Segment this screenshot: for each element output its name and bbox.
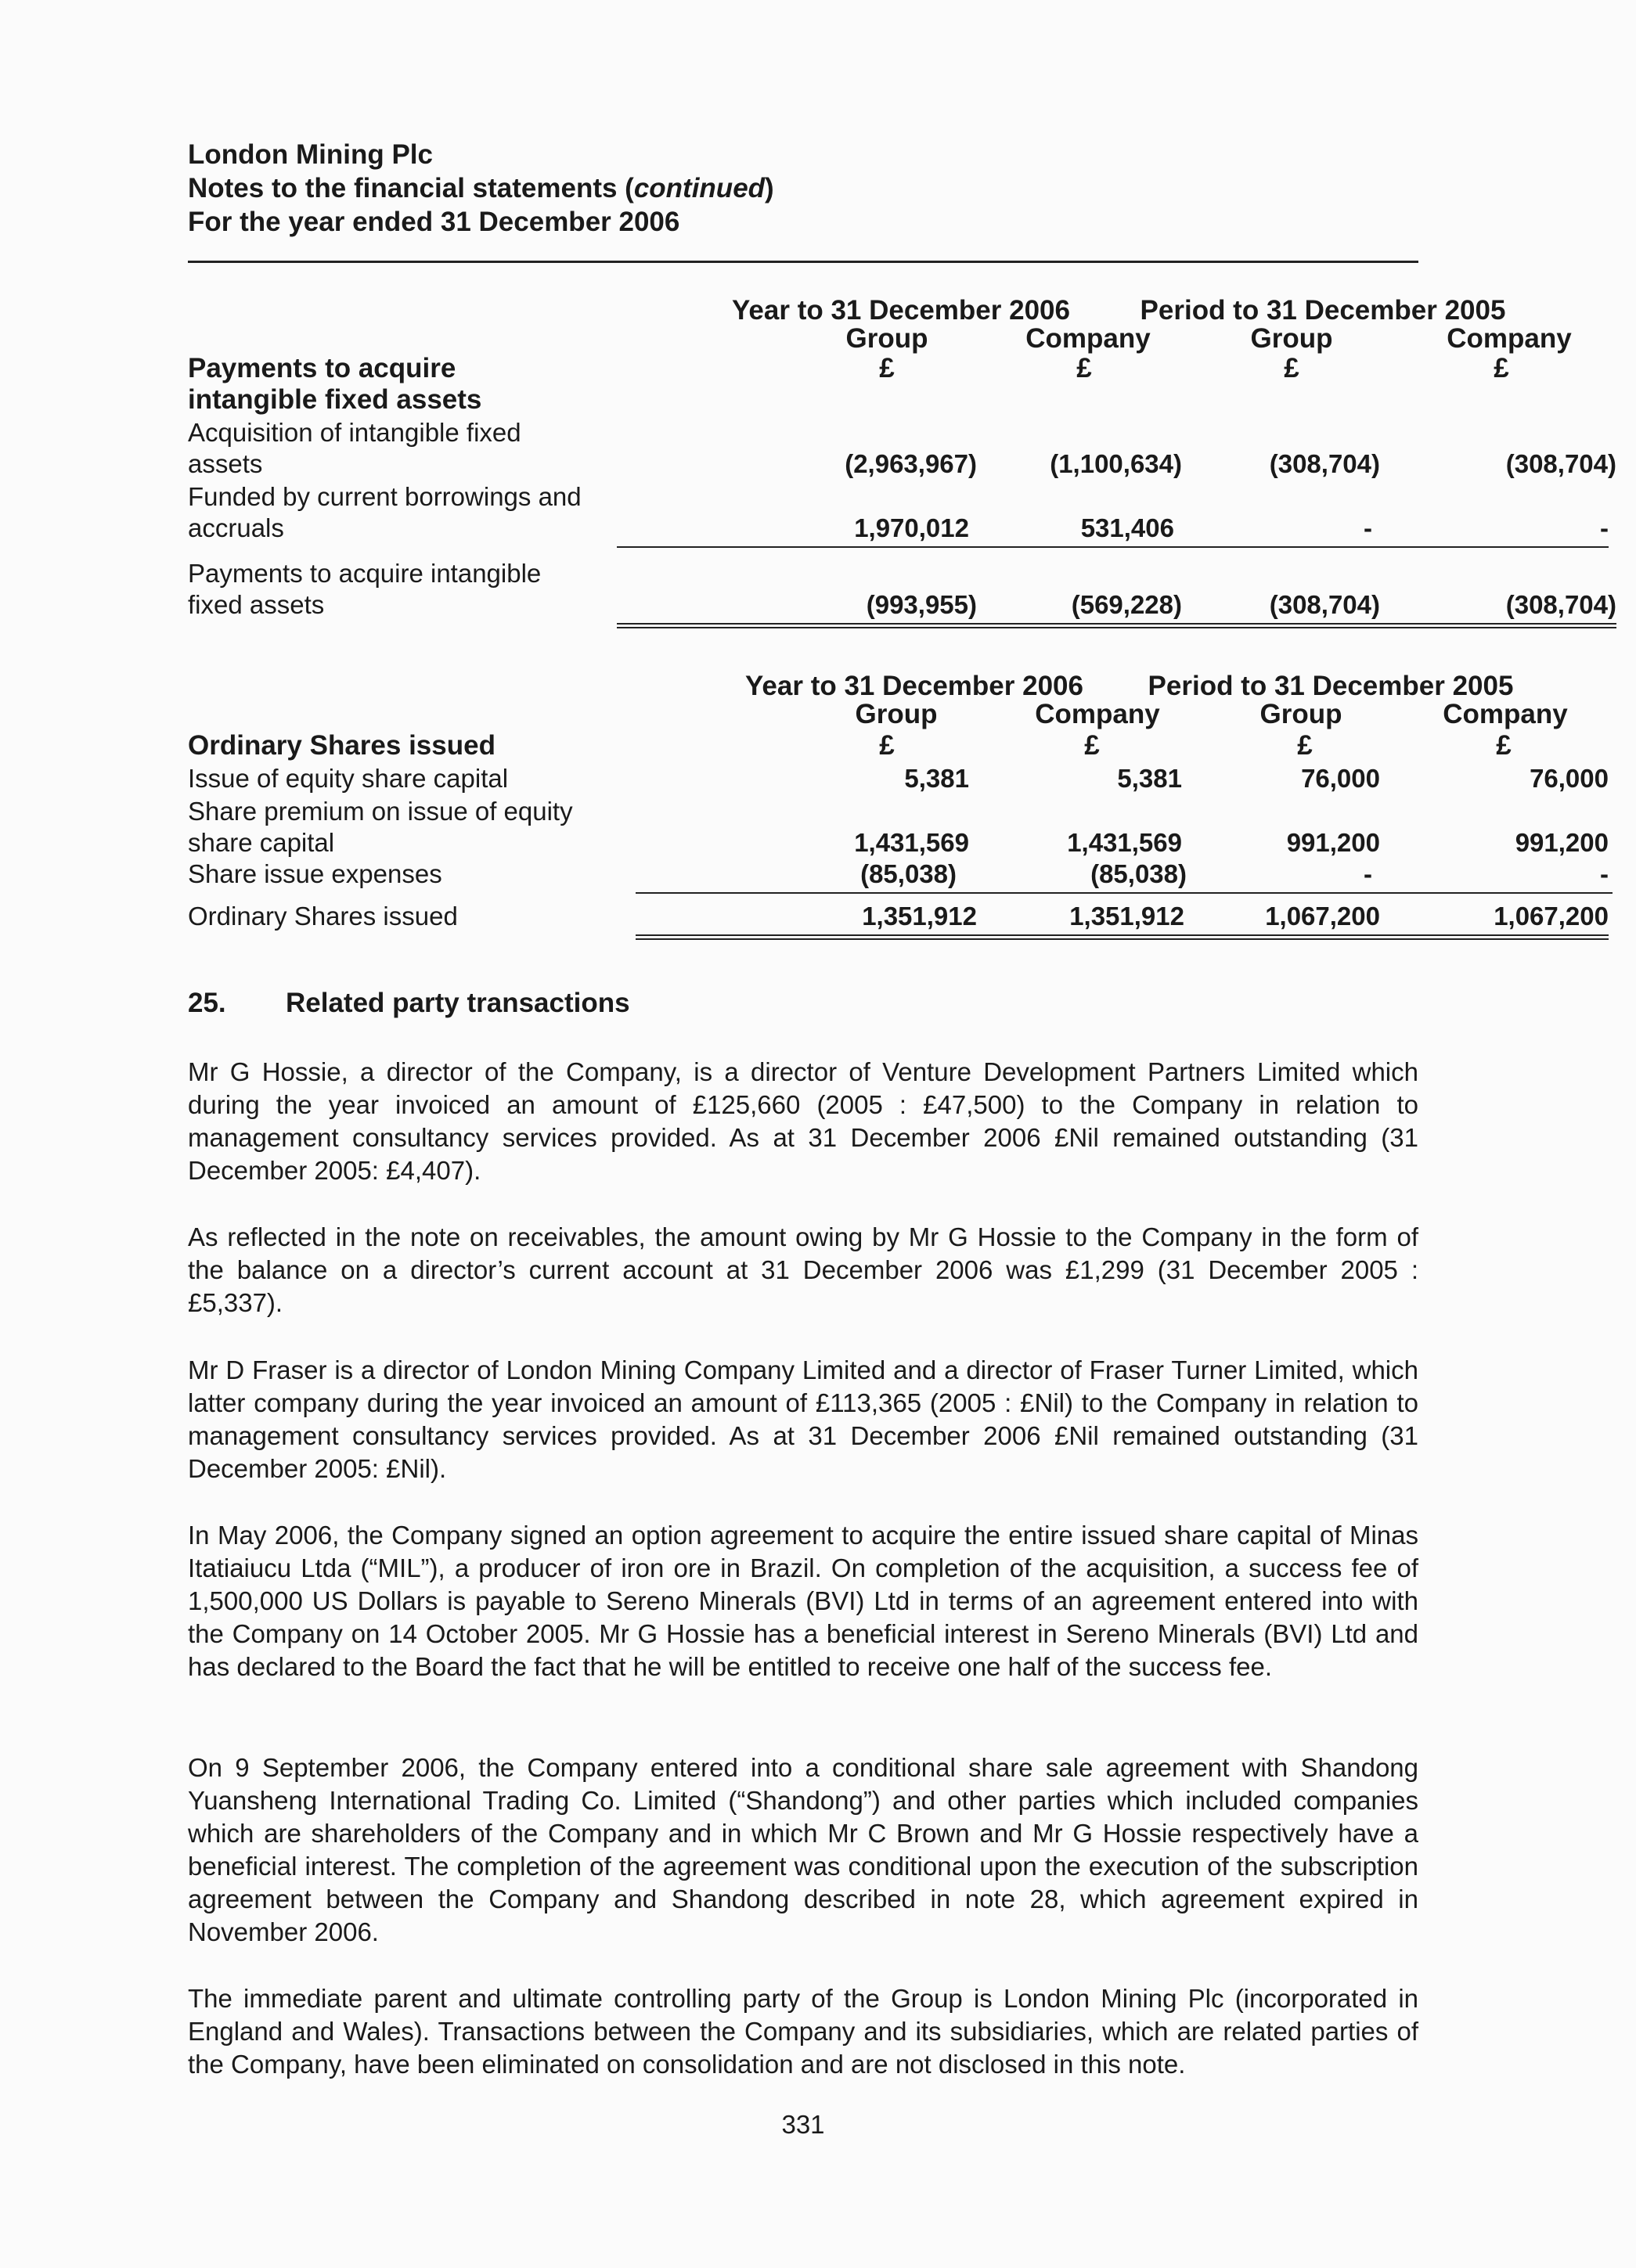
table-row: Acquisition of intangible fixed [188,418,521,447]
paragraph-1: Mr G Hossie, a director of the Company, is a director of Venture Development Partners Limited which during the year invoiced an amount of £125,660 (2005 : £47,500) to the Company in relation to management consultancy services provided. As at 31 December 2006 £Nil remained outstanding (31 December 2005: £4,407). [188,1057,1418,1185]
col-company-2005: Company [1443,699,1568,729]
table-row: Funded by current borrowings and [188,482,582,511]
paragraph-5: On 9 September 2006, the Company entered into a conditional share sale agreement with Shandong Yuansheng International Trading Co. Limited (“Shandong”) and other parties which included companies which are shareholders of the Company and in which Mr C Brown and Mr G Hossie respectively have a beneficial interest. The completion of the agreement was conditional upon the execution of the subscription agreement between the Company and Shandong described in note 28, which agreement expired in November 2006. [188,1753,1418,1946]
table-row: share capital 1,431,569 1,431,569 991,200 991,200 [188,828,1609,857]
paragraph-6: The immediate parent and ultimate controlling party of the Group is London Mining Plc (incorporated in England and Wales). Transactions between the Company and its subsidiaries, which are related parties of the Company, have been eliminated on consolidation and are not disclosed in this note. [188,1984,1418,2079]
col-company-2005: Company [1447,323,1572,354]
currency-col4: £ [1496,730,1512,761]
col-company-2006: Company [1025,323,1151,354]
header-year-2006: Year to 31 December 2006 [745,671,1083,701]
paragraph-3: Mr D Fraser is a director of London Mining Company Limited and a director of Fraser Turner Limited, which latter company during the year invoiced an amount of £113,365 (2005 : £Nil) to the Company in relation to management consultancy services provided. As at 31 December 2006 £Nil remained outstanding (31 December 2005: £Nil). [188,1355,1418,1483]
table-row: Ordinary Shares issued 1,351,912 1,351,912 1,067,200 1,067,200 [188,902,1609,931]
page-number: 331 [781,2110,825,2139]
total-double-rule [1284,623,1616,628]
table-row: accruals 1,970,012 531,406 - - [188,513,1609,542]
table-row: Issue of equity share capital 5,381 5,381 76,000 76,000 [188,764,1609,793]
table-row: Payments to acquire intangible [188,559,542,588]
col-group-2005: Group [1250,323,1333,354]
table-row: Share issue expenses (85,038) (85,038) - - [188,859,1609,888]
table-title: Ordinary Shares issued [188,730,495,761]
subtotal-rule [1288,546,1609,548]
header-period-2005: Period to 31 December 2005 [1148,671,1514,701]
col-group-2006: Group [855,699,938,729]
company-name: London Mining Plc [188,139,434,170]
header-period-2005: Period to 31 December 2005 [1140,295,1506,326]
table-title: Payments to acquire [188,353,456,383]
subtotal-rule [1268,892,1613,894]
section-title: Related party transactions [286,988,630,1018]
paragraph-4: In May 2006, the Company signed an option agreement to acquire the entire issued share capital of Minas Itatiaiucu Ltda (“MIL”), a producer of iron ore in Brazil. On completion of the acquisition, a success fee of 1,500,000 US Dollars is payable to Sereno Minerals (BVI) Ltd in terms of an agreement entered into with the Company on 14 October 2005. Mr G Hossie has a beneficial interest in Sereno Minerals (BVI) Ltd and has declared to the Board the fact that he will be entitled to receive one half of the success fee. [188,1521,1418,1681]
currency-col3: £ [1297,730,1313,761]
notes-title: Notes to the financial statements (continued) [188,173,774,203]
header-year-2006: Year to 31 December 2006 [732,295,1070,326]
header-rule [188,261,1418,263]
total-double-rule [1267,934,1609,940]
currency-col4: £ [1494,353,1509,383]
col-group-2005: Group [1259,699,1342,729]
col-group-2006: Group [845,323,928,354]
currency-col2: £ [1084,730,1100,761]
col-company-2006: Company [1035,699,1160,729]
table-title-line2: intangible fixed assets [188,384,482,415]
paragraph-2: As reflected in the note on receivables, the amount owing by Mr G Hossie to the Company in the form of the balance on a director’s current account at 31 December 2006 was £1,299 (31 December 2005 : £5,337). [188,1222,1418,1317]
period-title: For the year ended 31 December 2006 [188,207,680,237]
table-row: assets (2,963,967) (1,100,634) (308,704) (308,704) [188,449,1616,478]
section-number: 25. [188,988,226,1018]
section-heading [188,988,630,1019]
currency-col1: £ [879,353,895,383]
currency-col2: £ [1076,353,1092,383]
currency-col3: £ [1284,353,1299,383]
currency-col1: £ [879,730,895,761]
table-row: fixed assets (993,955) (569,228) (308,704) (308,704) [188,590,1616,619]
table-row: Share premium on issue of equity [188,797,573,826]
document-header [188,138,1418,239]
